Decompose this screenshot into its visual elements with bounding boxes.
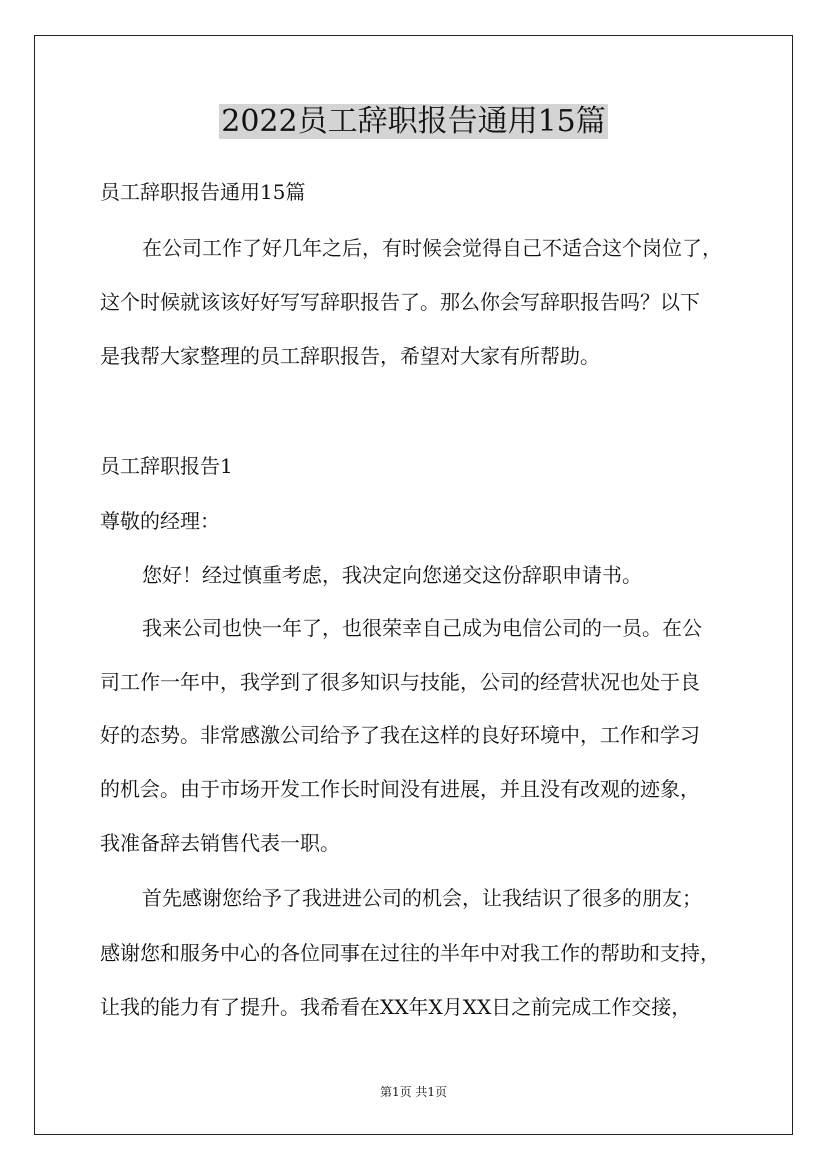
paragraph-line: 让我的能力有了提升。我希看在XX年X月XX日之前完成工作交接， bbox=[100, 995, 692, 1019]
salutation: 尊敬的经理： bbox=[100, 509, 220, 533]
page-footer: 第1页 共1页 bbox=[379, 1085, 448, 1099]
document-title: 2022员工辞职报告通用15篇 bbox=[221, 104, 606, 139]
paragraph-line: 首先感谢您给予了我进进公司的机会，让我结识了很多的朋友； bbox=[142, 886, 702, 910]
paragraph-line: 我来公司也快一年了，也很荣幸自己成为电信公司的一员。在公 bbox=[142, 616, 702, 640]
intro-line-1: 在公司工作了好几年之后，有时候会觉得自己不适合这个岗位了， bbox=[142, 236, 722, 260]
subtitle: 员工辞职报告通用15篇 bbox=[100, 180, 306, 204]
paragraph-line: 我准备辞去销售代表一职。 bbox=[100, 831, 340, 855]
paragraph-line: 好的态势。非常感激公司给予了我在这样的良好环境中，工作和学习 bbox=[100, 723, 700, 747]
paragraph-line: 司工作一年中，我学到了很多知识与技能，公司的经营状况也处于良 bbox=[100, 670, 700, 694]
section-heading: 员工辞职报告1 bbox=[100, 454, 233, 478]
paragraph-line: 的机会。由于市场开发工作长时间没有进展，并且没有改观的迹象， bbox=[100, 777, 700, 801]
intro-line-3: 是我帮大家整理的员工辞职报告，希望对大家有所帮助。 bbox=[100, 344, 600, 368]
paragraph-line: 感谢您和服务中心的各位同事在过往的半年中对我工作的帮助和支持， bbox=[100, 941, 720, 965]
intro-line-2: 这个时候就该该好好写写辞职报告了。那么你会写辞职报告吗？以下 bbox=[100, 290, 700, 314]
paragraph-line: 您好！经过慎重考虑，我决定向您递交这份辞职申请书。 bbox=[142, 563, 642, 587]
